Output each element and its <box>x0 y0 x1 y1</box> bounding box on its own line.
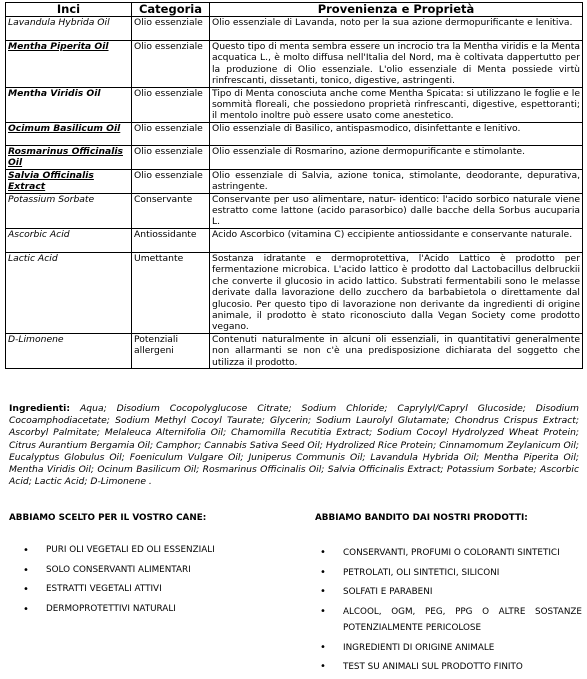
header-provenienza: Provenienza e Proprietà <box>210 3 583 17</box>
inci-name: D-Limonene <box>6 333 132 368</box>
inci-category: Olio essenziale <box>132 145 210 169</box>
header-categoria: Categoria <box>132 3 210 17</box>
table-row <box>6 252 583 333</box>
chosen-title: ABBIAMO SCELTO PER IL VOSTRO CANE: <box>9 513 207 523</box>
inci-description: Acido Ascorbico (vitamina C) eccipiente antiossidante e conservante naturale. <box>210 228 583 252</box>
inci-name: Ascorbic Acid <box>6 228 132 252</box>
inci-name: Salvia Officinalis Extract <box>6 169 132 193</box>
table-row <box>6 41 583 88</box>
inci-category: Olio essenziale <box>132 41 210 88</box>
ingredients-paragraph <box>9 403 579 488</box>
inci-category: Umettante <box>132 252 210 333</box>
inci-name: Lactic Acid <box>6 252 132 333</box>
list-item: • TEST SU ANIMALI SUL PRODOTTO FINITO <box>306 659 582 676</box>
table-row <box>6 169 583 193</box>
inci-name: Rosmarinus Officinalis Oil <box>6 145 132 169</box>
list-item: • SOLFATI E PARABENI <box>306 584 582 601</box>
inci-description: Olio essenziale di Basilico, antispasmodico, disinfettante e lenitivo. <box>210 122 583 145</box>
ingredients-list: Aqua; Disodium Cocopolyglucose Citrate; Sodium Chloride; Caprylyl/Capryl Glucoside; Disodium Cocoamphodiacetate; Sodium Methyl Cocoyl Taurate; Glycerin; Sodium Laurolyl Glutamate; Chondrus Crispus Extract; Ascorbyl Palmitate; Melaleuca Alternifolia Oil; Chamomilla Recutitia Extract; Sodium Cocoyl Hydrolyzed Wheat Protein; Citrus Aurantium Bergamia Oil; Camphor; Cannabis Sativa Seed Oil; Hydrolized Rice Protein; Cinnamomum Zeylanicum Oil; Eucalyptus Globulus Oil; Foeniculum Vulgare Oil; Juniperus Communis Oil; Lavandula Hybrida Oil; Mentha Piperita Oil; Mentha Viridis Oil; Ocinum Basilicum Oil; Rosmarinus Officinalis Oil; Salvia Officinalis Extract; Potassium Sorbate; Ascorbic Acid; Lactic Acid; D-Limonene . <box>9 403 580 488</box>
inci-category: Olio essenziale <box>132 122 210 145</box>
list-item: • DERMOPROTETTIVI NATURALI <box>9 604 279 624</box>
inci-description: Conservante per uso alimentare, natur- identico: l'acido sorbico naturale viene estratto come lattone (acido parasorbico) dalle bacche della Sorbus aucuparia L. <box>210 193 583 228</box>
ingredients-label: Ingredienti: <box>9 403 71 414</box>
table-row <box>6 17 583 41</box>
table-row <box>6 228 583 252</box>
inci-description: Tipo di Menta conosciuta anche come Mentha Spicata: si utilizzano le foglie e le sommità floreali, che possiedono proprietà rinfrescanti, digestive, espettoranti; il mentolo inoltre può essere usato come anestetico. <box>210 87 583 122</box>
table-row <box>6 145 583 169</box>
table-row <box>6 87 583 122</box>
table-row <box>6 122 583 145</box>
inci-name: Potassium Sorbate <box>6 193 132 228</box>
ingredients-table <box>5 2 583 369</box>
inci-name: Mentha Piperita Oil <box>6 41 132 88</box>
list-item: • ESTRATTI VEGETALI ATTIVI <box>9 584 279 604</box>
inci-category: Conservante <box>132 193 210 228</box>
header-inci: Inci <box>6 3 132 17</box>
banned-list <box>306 545 582 679</box>
inci-description: Sostanza idratante e dermoprotettiva, l'Acido Lattico è prodotto per fermentazione microbica. L'acido lattico è prodotto dal Lactobacillus delbruckii che converte il glucosio in acido lattico. Substrati fermentabili sono le melasse derivate dalla lavorazione dello zucchero da barbabietola o direttamente dal glucosio. Per questo tipo di lavorazione non derivante da ingredienti di origine animale, il prodotto è stato riconosciuto dalla Vegan Society come prodotto vegano. <box>210 252 583 333</box>
inci-category: Olio essenziale <box>132 87 210 122</box>
table-row <box>6 193 583 228</box>
table-header-row <box>6 3 583 17</box>
inci-description: Olio essenziale di Salvia, azione tonica, stimolante, deodorante, depurativa, astringente. <box>210 169 583 193</box>
inci-description: Olio essenziale di Lavanda, noto per la sua azione dermopurificante e lenitiva. <box>210 17 583 41</box>
inci-category: Olio essenziale <box>132 17 210 41</box>
inci-category: Olio essenziale <box>132 169 210 193</box>
chosen-list <box>9 545 279 623</box>
inci-name: Ocimum Basilicum Oil <box>6 122 132 145</box>
list-item: • CONSERVANTI, PROFUMI O COLORANTI SINTETICI <box>306 545 582 562</box>
inci-name: Mentha Viridis Oil <box>6 87 132 122</box>
inci-name: Lavandula Hybrida Oil <box>6 17 132 41</box>
inci-description: Olio essenziale di Rosmarino, azione dermopurificante e stimolante. <box>210 145 583 169</box>
list-item: • ALCOOL, OGM, PEG, PPG O ALTRE SOSTANZE POTENZIALMENTE PERICOLOSE <box>306 604 582 637</box>
list-item: • SOLO CONSERVANTI ALIMENTARI <box>9 565 279 585</box>
banned-title: ABBIAMO BANDITO DAI NOSTRI PRODOTTI: <box>315 513 528 523</box>
table-row <box>6 333 583 368</box>
list-item: • PETROLATI, OLI SINTETICI, SILICONI <box>306 565 582 582</box>
inci-description: Contenuti naturalmente in alcuni oli essenziali, in quantitativi generalmente non allarmanti se non c'è una predisposizione dichiarata del soggetto che utilizza il prodotto. <box>210 333 583 368</box>
inci-description: Questo tipo di menta sembra essere un incrocio tra la Mentha viridis e la Menta acquatica L., è molto diffusa nell'Italia del Nord, ma è coltivata dappertutto per la produzione di Olio essenziale. L'olio essenziale di Menta possiede virtù rinfrescanti, dissetanti, tonico, digestive, astringenti. <box>210 41 583 88</box>
inci-category: Potenziali allergeni <box>132 333 210 368</box>
inci-category: Antiossidante <box>132 228 210 252</box>
list-item: • PURI OLI VEGETALI ED OLI ESSENZIALI <box>9 545 279 565</box>
list-item: • INGREDIENTI DI ORIGINE ANIMALE <box>306 640 582 657</box>
